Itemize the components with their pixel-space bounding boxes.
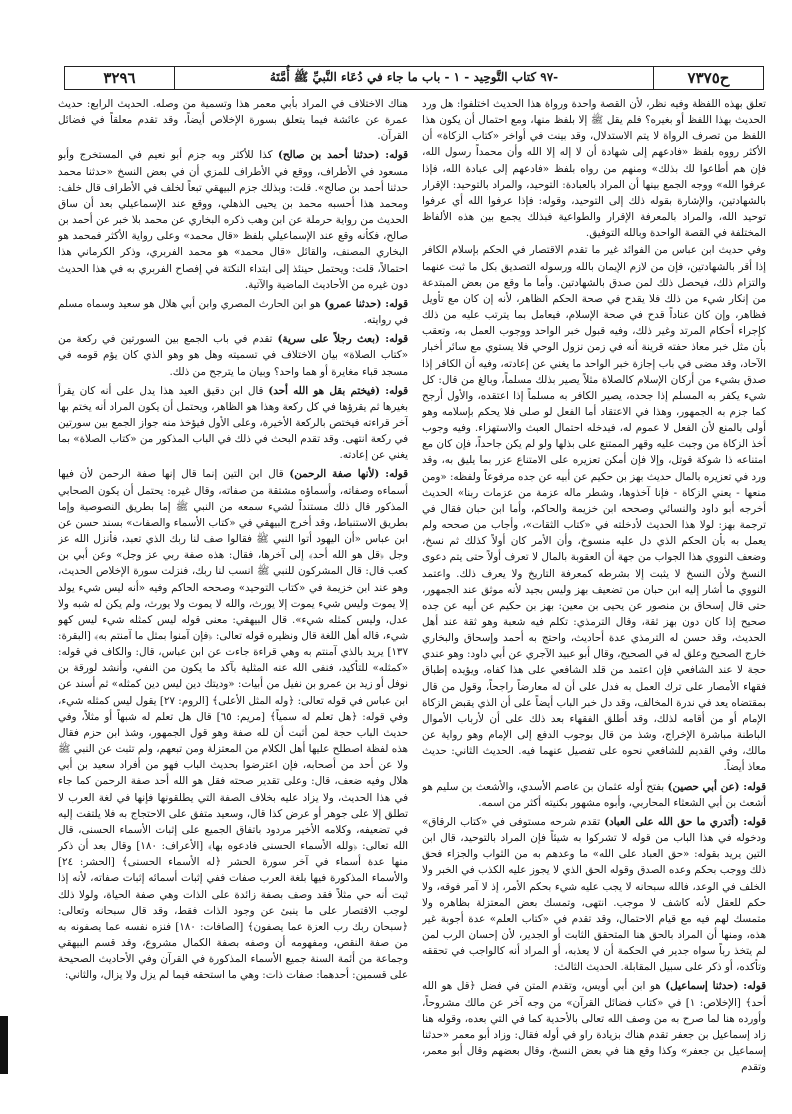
right-column-paragraph	[422, 96, 766, 241]
commentary-lead: قوله: (حدثنا أحمد بن صالح)	[278, 149, 408, 162]
hadith-number: ح٧٣٧٥	[653, 67, 763, 89]
commentary-lead: قوله: (حدثنا إسماعيل)	[665, 980, 766, 993]
commentary-lead: قوله: (فيختم بقل هو الله أحد)	[268, 384, 408, 397]
commentary-lead: قوله: (عن أبي حصين)	[667, 780, 766, 793]
right-column	[422, 96, 766, 1096]
right-column-paragraph	[422, 779, 766, 811]
paragraph-text: بفتح أوله عثمان بن عاصم الأسدي، والأشعث بن سليم هو أشعث بن أبي الشعثاء المحاربي، وأبوه مشهور بكنيته أكثر من اسمه.	[422, 780, 766, 809]
page-number: ٣٢٩٦	[65, 67, 175, 89]
left-column-paragraph	[58, 331, 408, 379]
right-column-paragraph	[422, 978, 766, 1075]
right-column-paragraph	[422, 814, 766, 976]
paragraph-text: قال ابن دقيق العيد هذا يدل على أنه كان يقرأ بغيرها ثم يقرؤها في كل ركعة وهذا هو الظاهر، ويحتمل أن يكون المراد أنه يختم بها آخر قراءته فيختص بالركعة الأخيرة، وعلى الأول فيؤخذ منه جواز الجمع بين سورتين في ركعة انتهى. وقد تقدم البحث في ذلك في الباب المذكور من «كتاب الصلاة» بما يغني عن إعادته.	[58, 384, 408, 462]
left-column-paragraph	[58, 147, 408, 292]
paragraph-text: هو ابن أبي أويس، وتقدم المتن في فضل ﴿قل هو الله أحد﴾ [الإخلاص: ١] في «كتاب فضائل القرآن» من وجه آخر عن مالك مشروحاً، وأورده هنا لما صرح به من وصف الله تعالى بالأحدية كما في التي بعده، وقوله هنا زاد إسماعيل بن جعفر تقدم هناك بزيادة راو في أوله فقال: وزاد أبو معمر «حدثنا إسماعيل بن جعفر» وكذا وقع هنا في بعض النسخ، وقال بعضهم وقال أبو معمر، وتقدم	[422, 980, 766, 1074]
commentary-lead: قوله: (بعث رجلاً على سرية)	[277, 333, 408, 346]
paragraph-text: هناك الاختلاف في المراد بأبي معمر هذا وتسمية من وصله. الحديث الرابع: حديث عمرة عن عائشة فيما يتعلق بسورة الإخلاص أيضاً، وقد تقدم معلقاً في فضائل القرآن.	[58, 98, 408, 143]
left-column-paragraph	[58, 466, 408, 983]
left-column-paragraph	[58, 383, 408, 464]
left-column-paragraph	[58, 96, 408, 144]
text-columns	[58, 96, 766, 1096]
paragraph-text: قال ابن التين إنما قال إنها صفة الرحمن لأن فيها أسماءه وصفاته، وأسماؤه مشتقة من صفاته، وقال غيره: يحتمل أن يكون الصحابي المذكور قال ذلك مستنداً لشيء سمعه من النبي ﷺ إما بطريق النصوصية وإما بطريق الاستنباط، وقد أخرج البيهقي في «كتاب الأسماء والصفات» بسند حسن عن ابن عباس «أن اليهود أتوا النبي ﷺ فقالوا صف لنا ربك الذي تعبد، فأنزل الله عز وجل ﴿قل هو الله أحد﴾ إلى آخرها، فقال: هذه صفة ربي عز وجل» وعن أبي بن كعب قال: قال المشركون للنبي ﷺ انسب لنا ربك، فنزلت سورة الإخلاص الحديث، وهو عند ابن خزيمة في «كتاب التوحيد» وصححه الحاكم وفيه «أنه ليس شيء يولد إلا يموت وليس شيء يموت إلا يورث، والله لا يموت ولا يورث، ولم يكن له شبه ولا عدل، وليس كمثله شيء». قال البيهقي: معنى قوله ليس كمثله شيء ليس كهو شيء، قاله أهل اللغة قال ونظيره قوله تعالى: ﴿فإن آمنوا بمثل ما آمنتم به﴾ [البقرة: ١٣٧] يريد بالذي آمنتم به وهي قراءة جاءت عن ابن عباس، قال: والكاف في قوله: «كمثله» للتأكيد، فنفى الله عنه المثلية بآكد ما يكون من النفي، وأنشد لورقة بن نوفل أو زيد بن عمرو بن نفيل من أبيات: «وديتك دين ليس دين كمثله» ثم أسند عن ابن عباس في قوله تعالى: ﴿وله المثل الأعلى﴾ [الروم: ٢٧] يقول ليس كمثله شيء، وفي قوله: ﴿هل تعلم له سمياً﴾ [مريم: ٦٥] قال هل تعلم له شبهاً أو مثلاً، وفي حديث الباب حجة لمن أثبت أن لله صفة وهو قول الجمهور، وشذ ابن حزم فقال هذه لفظة اصطلح عليها أهل الكلام من المعتزلة ومن تبعهم، ولم تثبت عن النبي ﷺ ولا عن أحد من أصحابه، فإن اعترضوا بحديث الباب فهو من أفراد سعيد بن أبي هلال وفيه ضعف، قال: وعلى تقدير صحته فقل هو الله أحد صفة الرحمن كما جاء في هذا الحديث، ولا يزاد عليه بخلاف الصفة التي يطلقونها فإنها في لغة العرب لا تطلق إلا على جوهر أو عرض كذا قال، وسعيد متفق على الاحتجاج به فلا يلتفت إليه في تضعيفه، وكلامه الأخير مردود باتفاق الجميع على إثبات الأسماء الحسنى، قال الله تعالى: ﴿ولله الأسماء الحسنى فادعوه بها﴾ [الأعراف: ١٨٠] وقال بعد أن ذكر منها عدة أسماء في آخر سورة الحشر ﴿له الأسماء الحسنى﴾ [الحشر: ٢٤] والأسماء المذكورة فيها بلغة العرب صفات ففي إثبات أسمائه إثبات صفاته، لأنه إذا ثبت أنه حي مثلاً فقد وصف بصفة زائدة على الذات وهي صفة الحياة، ولولا ذلك لوجب الاقتصار على ما ينبئ عن وجود الذات فقط، وقد قال سبحانه وتعالى: ﴿سبحان ربك رب العزة عما يصفون﴾ [الصافات: ١٨٠] فنزه نفسه عما يصفونه به من صفة النقص، ومفهومه أن وصفه بصفة الكمال مشروع، وقد قسم البيهقي وجماعة من أئمة السنة جميع الأسماء المذكورة في القرآن وفي الأحاديث الصحيحة على قسمين: أحدهما: صفات ذات: وهي ما استحقه فيما لم يزل ولا يزال، والثاني:	[58, 468, 408, 982]
right-column-paragraph	[422, 242, 766, 775]
paragraph-text: هو ابن الحارث المصري وابن أبي هلال هو سعيد وسماه مسلم في روايته.	[58, 297, 408, 327]
paragraph-text: وفي حديث ابن عباس من الفوائد غير ما تقدم الاقتصار في الحكم بإسلام الكافر إذا أقر بالشهادتين، فإن من لازم الإيمان بالله ورسوله التصديق بكل ما ثبت عنهما والتزام ذلك، فيحصل ذلك لمن صدق بالشهادتين. وأما ما وقع من بعض المبتدعة من إنكار شيء من ذلك فلا يقدح في صحة الحكم الظاهر، لأنه إن كان مع تأويل فظاهر، وإن كان عناداً قدح في صحة الإسلام، فيعامل بما يترتب عليه من ذلك كإجراء أحكام المرتد وغير ذلك، وفيه قبول خبر الواحد ووجوب العمل به، وتعقب بأن مثل خبر معاذ حفته قرينة أنه في زمن نزول الوحي فلا يستوي مع سائر أخبار الآحاد، وقد مضى في باب إجازة خبر الواحد ما يغني عن إعادته، وفيه أن الكافر إذا صدق بشيء من أركان الإسلام كالصلاة مثلاً يصير بذلك مسلماً، وبالغ من قال: كل شيء يكفر به المسلم إذا جحده، يصير الكافر به مسلماً إذا اعتقده، والأول أرجح كما جزم به الجمهور، وهذا في الاعتقاد أما الفعل لو صلى فلا يحكم بإسلامه وهو أولى بالمنع لأن الفعل لا عموم له، فيدخله احتمال العبث والاستهزاء. وفيه وجوب أخذ الزكاة من وجبت عليه وقهر الممتنع على بذلها ولو لم يكن جاحداً، فإن كان مع امتناعه ذا شوكة قوتل، وإلا فإن أمكن تعزيره على الامتناع عزر بما يليق به، وقد ورد في تعزيره بالمال حديث بهز بن حكيم عن أبيه عن جده مرفوعاً ولفظه: «ومن منعها - يعني الزكاة - فإنا آخذوها، وشطر ماله عزمة من عزمات ربنا» الحديث أخرجه أبو داود والنسائي وصححه ابن خزيمة والحاكم، وأما ابن حبان فقال في ترجمة بهز: لولا هذا الحديث لأدخلته في «كتاب الثقات»، وأجاب من صححه ولم يعمل به بأن الحكم الذي دل عليه منسوخ، وأن الأمر كان أولاً كذلك ثم نسخ، وضعف النووي هذا الجواب من جهة أن العقوبة بالمال لا تعرف أولاً حتى يتم دعوى النسخ ولأن النسخ لا يثبت إلا بشرطه كمعرفة التاريخ ولا يعرف ذلك. واعتمد النووي ما أشار إليه ابن حبان من تضعيف بهز وليس بجيد لأنه موثق عند الجمهور، حتى قال إسحاق بن منصور عن يحيى بن معين: بهز بن حكيم عن أبيه عن جده صحيح إذا كان دون بهز ثقة، وقال الترمذي: تكلم فيه شعبة وهو ثقة عند أهل الحديث، وقد حسن له الترمذي عدة أحاديث، واحتج به أحمد وإسحاق والبخاري خارج الصحيح وعلق له في الصحيح، وقال أبو عبيد الآجري عن أبي داود: وهو عندي حجة لا عند الشافعي فإن اعتمد من قلد الشافعي على هذا كفاه، ويؤيده إطباق فقهاء الأمصار على ترك العمل به فدل على أن له معارضاً راجحاً، وقول من قال بمقتضاه يعد في ندرة المخالف، وقد دل خبر الباب أيضاً على أن الذي يقبض الزكاة الإمام أو من أقامه لذلك، وقد أطلق الفقهاء بعد ذلك على أن لأرباب الأموال الباطنة مباشرة الإخراج، وشذ من قال بوجوب الدفع إلى الإمام وهو رواية عن مالك، وفي القديم للشافعي نحوه على تفصيل عنهما فيه. الحديث الثاني: حديث معاذ أيضاً.	[422, 244, 766, 774]
running-title: -٩٧ كتاب التَّوحِيد - ١ - باب ما جاء في دُعَاء النَّبيِّ ﷺ أُمَّتَهُ	[269, 69, 559, 84]
page-edge-mark	[0, 1016, 8, 1074]
commentary-lead: قوله: (حدثنا عمرو)	[324, 297, 408, 310]
paragraph-text: تقدم شرحه مستوفى في «كتاب الرقاق» ودخوله في هذا الباب من قوله لا تشركوا به شيئاً فإن المراد بالتوحيد، قال ابن التين يريد بقوله: «حق العباد على الله» ما وعدهم به من الثواب والجزاء فحق ذلك ووجب بحكم وعده الصدق وقوله الحق الذي لا يجوز عليه الكذب في الخبر ولا الخلف في الوعد، فالله سبحانه لا يجب عليه شيء بحكم الأمر، إذ لا آمر فوقه، ولا حكم للعقل لأنه كاشف لا موجب. انتهى، وتمسك بعض المعتزلة بظاهره ولا متمسك لهم فيه مع قيام الاحتمال، وقد تقدم في «كتاب العلم» عدة أجوبة غير هذه، ومنها أن المراد بالحق هنا المتحقق الثابت أو الجدير، لأن إحسان الرب لمن لم يتخذ رباً سواه جدير في الحكمة أن لا يعذبه، أو المراد أنه كالواجب في تحققه وتأكده، أو ذكر على سبيل المقابلة. الحديث الثالث:	[422, 815, 766, 974]
paragraph-text: كذا للأكثر وبه جزم أبو نعيم في المستخرج وأبو مسعود في الأطراف، ووقع في الأطراف للمزي أن في بعض النسخ «حدثنا محمد حدثنا أحمد بن صالح». قلت: وبذلك جزم البيهقي تبعاً لخلف في الأطراف قال خلف: ومحمد هذا أحسبه محمد بن يحيى الذهلي، ووقع عند الإسماعيلي بعد أن ساق الحديث من رواية حرملة عن ابن وهب ذكره البخاري عن محمد بلا خبر عن أحمد بن صالح، فكأنه وقع عند الإسماعيلي بلفظ «قال محمد» وعلى رواية الأكثر فمحمد هو البخاري المصنف، والقائل «قال محمد» هو محمد الفربري، وذكر الكرماني هذا احتمالاً، قلت: ويحتمل حينئذ إلى ابتداء النكتة في إفصاح الفربري به في هذا الحديث دون غيره من الأحاديث الماضية والآتية.	[58, 149, 408, 291]
page-header	[64, 66, 764, 90]
commentary-lead: قوله: (لأنها صفة الرحمن)	[289, 468, 408, 481]
left-column-paragraph	[58, 296, 408, 328]
left-column	[58, 96, 408, 1096]
paragraph-text: تقدم في باب الجمع بين السورتين في ركعة من «كتاب الصلاة» بيان الاختلاف في تسميته وهل هو وهو الذي كان يؤم قومه في مسجد قباء مغايرة أو هما واحد؟ وبيان ما يترجح من ذلك.	[58, 333, 408, 378]
commentary-lead: قوله: (أتدري ما حق الله على العباد)	[604, 815, 766, 828]
paragraph-text: تعلق بهذه اللفظة وفيه نظر، لأن القصة واحدة ورواة هذا الحديث اختلفوا: هل ورد الحديث بهذا اللفظ أو بغيره؟ فلم يقل ﷺ إلا بلفظ منها، ومع احتمال أن يكون هذا اللفظ من تصرف الرواة لا يتم الاستدلال، وقد بينت في أواخر «كتاب الزكاة» أن الأكثر رووه بلفظ «فادعهم إلى شهادة أن لا إله إلا الله وأن محمداً رسول الله، فإن هم أطاعوا لك بذلك» ومنهم من رواه بلفظ «فادعهم إلى عبادة الله، فإذا عرفوا الله» ووجه الجمع بينها أن المراد بالعبادة: التوحيد، والمراد بالتوحيد: الإقرار بالشهادتين، والإشارة بقوله ذلك إلى التوحيد، وقوله: فإذا عرفوا الله أي عرفوا توحيد الله، والمراد بالمعرفة الإقرار والطواعية فبذلك يجمع بين هذه الألفاظ المختلفة في القصة الواحدة وبالله التوفيق.	[422, 98, 766, 240]
